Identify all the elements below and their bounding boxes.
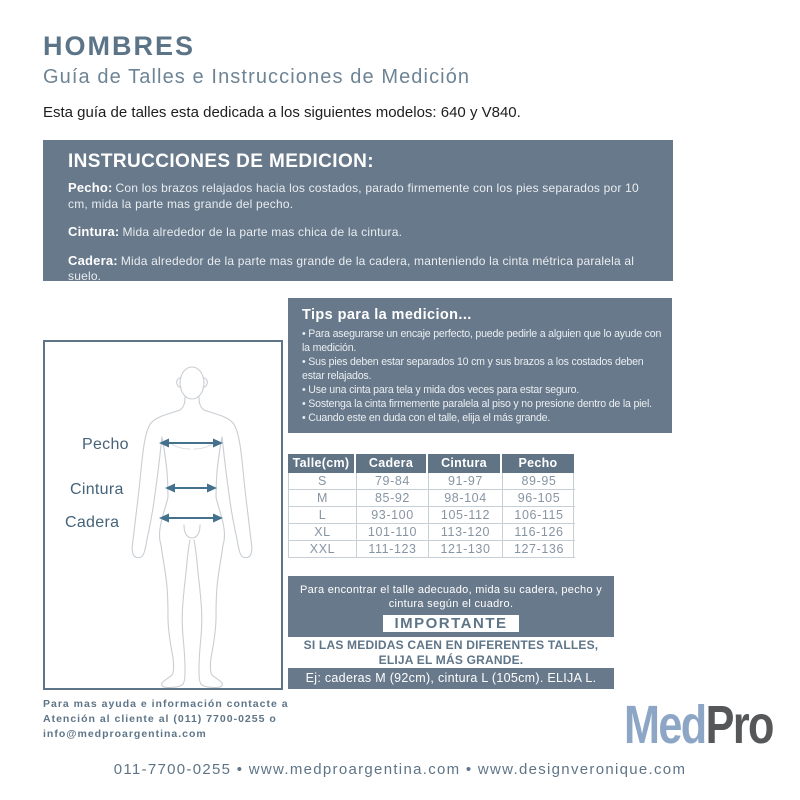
intro-text: Esta guía de talles esta dedicada a los siguientes modelos: 640 y V840. — [43, 104, 521, 121]
size-chart-header-row — [288, 454, 574, 473]
instructions-heading: INSTRUCCIONES DE MEDICION: — [68, 151, 374, 172]
size-chart-body — [288, 473, 574, 558]
column-header: Talle(cm) — [288, 454, 356, 473]
table-cell: 89-95 — [503, 473, 575, 490]
tips-list — [302, 327, 664, 426]
table-cell: 116-126 — [503, 524, 575, 541]
instruction-label: Cadera: — [68, 252, 118, 268]
table-cell: 105-112 — [429, 507, 503, 524]
tip-item: • Sostenga la cinta firmemente paralela al piso y no presione dentro de la piel. — [302, 397, 664, 411]
chest-measure-arrow — [159, 439, 223, 448]
table-cell: L — [289, 507, 357, 524]
table-cell: 101-110 — [357, 524, 429, 541]
body-measurement-diagram — [43, 340, 283, 690]
waist-measure-arrow — [165, 484, 217, 493]
instruction-text: Mida alrededor de la parte mas chica de la cintura. — [122, 224, 403, 239]
size-finder-instruction-band — [288, 576, 614, 637]
table-cell: 127-136 — [503, 541, 575, 558]
head-outline — [180, 367, 204, 399]
warning-line1: SI LAS MEDIDAS CAEN EN DIFERENTES TALLES, — [303, 638, 599, 652]
body-right-half — [194, 397, 252, 688]
column-header: Cadera — [356, 454, 428, 473]
page-subtitle: Guía de Talles e Instrucciones de Medición — [43, 66, 471, 88]
instruction-text: Mida alrededor de la parte mas grande de la cadera, manteniendo la cinta métrica paralela al suelo. — [68, 253, 635, 284]
table-cell: XXL — [289, 541, 357, 558]
instruction-item-chest — [68, 180, 657, 212]
contact-line1: Para mas ayuda e información contacte a — [43, 698, 289, 710]
finder-instruction-line2: cintura según el cuadro. — [388, 598, 514, 611]
hip-measure-arrow — [159, 514, 223, 523]
contact-email: info@medproargentina.com — [43, 727, 207, 740]
table-cell: M — [289, 490, 357, 507]
measurement-tips-panel — [288, 298, 672, 433]
finder-instruction-line1: Para encontrar el talle adecuado, mida su cadera, pecho y — [299, 584, 603, 596]
medpro-logo — [624, 695, 773, 755]
table-cell: 98-104 — [429, 490, 503, 507]
table-cell: 113-120 — [429, 524, 503, 541]
tip-item: • Use una cinta para tela y mida dos veces para estar seguro. — [302, 383, 664, 397]
table-cell: 93-100 — [357, 507, 429, 524]
warning-line2: ELIJA EL MÁS GRANDE. — [378, 653, 524, 667]
figure-label-chest: Pecho — [82, 436, 129, 453]
table-cell: 91-97 — [429, 473, 503, 490]
instruction-text: Con los brazos relajados hacia los costados, parado firmemente con los pies separados por 10 cm, mida la parte mas grande del pecho. — [68, 181, 639, 211]
tip-item: • Para asegurarse un encaje perfecto, puede pedirle a alguien que lo ayude con la medición. — [302, 327, 664, 355]
instruction-label: Cintura: — [68, 223, 120, 239]
table-cell: 79-84 — [357, 473, 429, 490]
table-cell: 85-92 — [357, 490, 429, 507]
footer-contact-line: 011-7700-0255 • www.medproargentina.com • www.designveronique.com — [113, 761, 687, 778]
logo-med-text: Med — [624, 695, 706, 755]
size-example-band: Ej: caderas M (92cm), cintura L (105cm). ELIJA L. — [288, 668, 614, 689]
size-warning-text — [288, 638, 614, 668]
table-cell: XL — [289, 524, 357, 541]
measurement-instructions-panel — [43, 140, 673, 284]
contact-line2: Atención al cliente al (011) 7700-0255 o — [43, 712, 277, 725]
logo-pro-text: Pro — [705, 695, 773, 755]
column-header: Cintura — [428, 454, 502, 473]
tip-item: • Cuando este en duda con el talle, elija el más grande. — [302, 411, 664, 425]
table-cell: 96-105 — [503, 490, 575, 507]
instruction-item-hip — [68, 253, 657, 285]
instruction-label: Pecho: — [68, 180, 113, 195]
table-cell: S — [289, 473, 357, 490]
tips-heading: Tips para la medicion... — [302, 307, 472, 323]
body-left-half — [132, 397, 190, 688]
tip-item: • Sus pies deben estar separados 10 cm y sus brazos a los costados deben estar relajados. — [302, 355, 664, 383]
important-badge: IMPORTANTE — [383, 615, 518, 632]
page-title: HOMBRES — [43, 31, 196, 61]
figure-label-hip: Cadera — [65, 514, 120, 531]
figure-label-waist: Cintura — [70, 481, 124, 498]
customer-service-contact — [43, 697, 289, 742]
crotch-line — [184, 525, 200, 538]
table-cell: 106-115 — [503, 507, 575, 524]
table-cell: 121-130 — [429, 541, 503, 558]
column-header: Pecho — [502, 454, 574, 473]
instruction-item-waist — [68, 224, 657, 241]
size-chart-table — [288, 454, 574, 558]
table-cell: 111-123 — [357, 541, 429, 558]
